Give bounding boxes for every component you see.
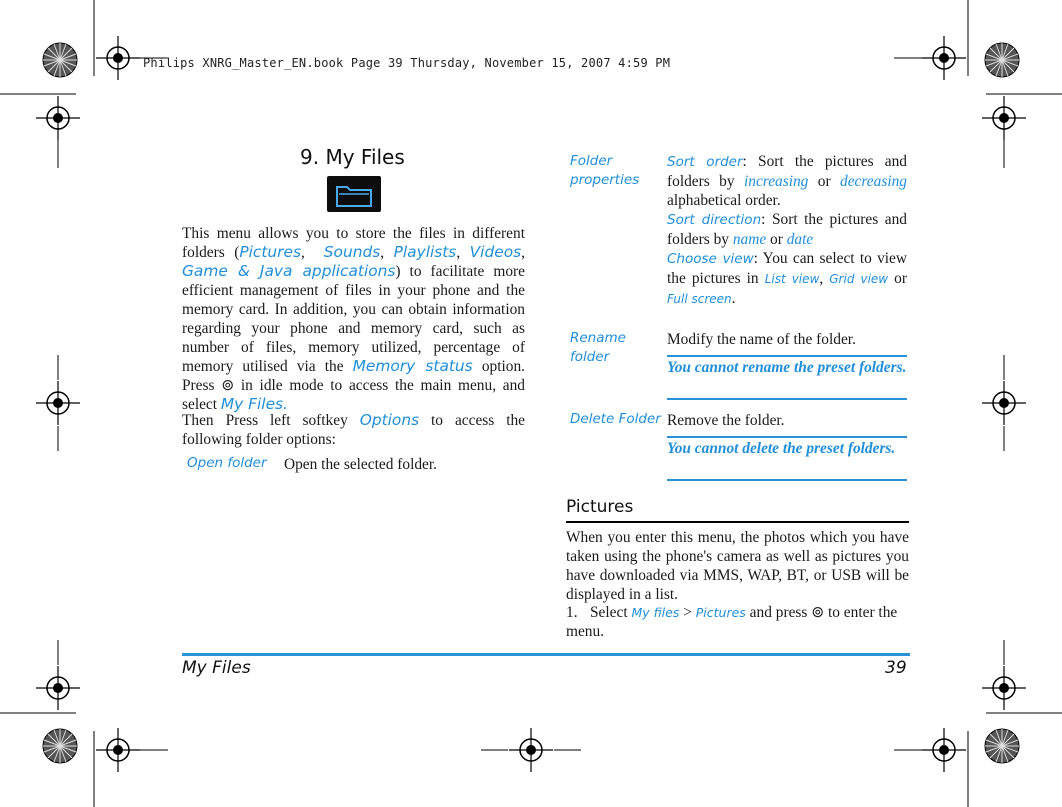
note-rule-top [667,355,907,357]
step-text: and press [745,604,812,621]
name-term: name [732,231,767,248]
registration-crosshair-icon [36,96,80,140]
or-text: or [808,173,841,190]
registration-crosshair-icon [982,666,1026,710]
registration-crosshair-icon [36,666,80,710]
intro-text: ) to facilitate more efficient management of files in your phone and the memory card. In addition, you can obtain information regarding your phone and memory card, such as number of files, memory utilized, percentage of memory utilised via the [182,263,526,375]
ok-key-icon: ⊚ [221,377,235,394]
folder-properties-description [667,152,907,309]
intro-text: This menu allows you to store the files in different folders ( [182,225,525,261]
list-view-term: List view [764,272,820,286]
comma-text: , [819,270,830,287]
choose-view-item [667,249,907,309]
my-files-term: My files [631,605,680,620]
my-files-link: My Files. [220,395,288,413]
sort-order-text: alphabetical order. [667,192,781,209]
registration-star-icon [985,43,1019,77]
then-text: Then Press left softkey [182,412,360,429]
intro-text: in idle mode to access the main menu, and select [182,377,525,413]
rename-folder-label: Rename folder [570,330,626,365]
note-rule-bottom [667,398,907,400]
page-number: 39 [885,658,907,678]
footer-rule [182,653,910,656]
options-paragraph [182,411,525,449]
step-text: Select [590,604,632,621]
folder-properties-label: Folder properties [570,153,640,188]
open-folder-description: Open the selected folder. [284,456,437,473]
intro-paragraph: This menu allows you to store the files in different folders (Pictures, Sounds, Playlists, Videos, Game & Java applications) to facilitate more efficient management of files in your phone and the memory card. In addition, you can obtain information regarding your phone and memory card, such as number of files, memory utilized, percentage of memory utilised via the Memory status option. Press ⊚ in idle mode to access the main menu, and select My Files. [182,225,526,413]
memory-status-link: Memory status [352,357,473,375]
ok-key-icon: ⊚ [811,604,825,621]
footer-section-name: My Files [182,658,251,678]
note-rule-bottom [667,479,907,481]
full-screen-term: Full screen [667,292,732,306]
folder-icon [327,176,381,212]
registration-crosshair-icon [922,728,966,772]
sort-order-text: : Sort the pictures and folders by [667,153,907,190]
pictures-heading: Pictures [566,497,634,517]
or-text: or [766,231,787,248]
date-term: date [786,231,814,248]
choose-view-term: Choose view [667,251,754,267]
step-list-item [566,603,909,641]
options-softkey: Options [359,411,420,429]
step-number: 1. [566,604,578,621]
increasing-term: increasing [743,173,809,190]
delete-folder-label: Delete Folder [570,411,661,427]
period-text: . [731,290,736,307]
folder-videos: Videos [469,243,522,261]
folder-pictures: Pictures [239,243,301,261]
registration-crosshair-icon [96,36,140,80]
intro-text: option. Press [182,358,525,394]
folder-playlists: Playlists [393,243,457,261]
sort-direction-item [667,210,907,249]
step-text: to enter the menu. [566,604,898,640]
decreasing-term: decreasing [840,173,907,190]
registration-crosshair-icon [922,36,966,80]
folder-games: Game & Java applications [182,262,396,280]
registration-crosshair-icon [36,381,80,425]
or-text: or [888,270,907,287]
delete-folder-description: Remove the folder. [667,412,785,429]
sort-direction-text: : Sort the pictures and folders by [667,211,907,248]
then-text: to access the following folder options: [182,412,525,448]
print-header: Philips XNRG_Master_EN.book Page 39 Thursday, November 15, 2007 4:59 PM [143,56,671,70]
registration-crosshair-icon [982,381,1026,425]
rename-folder-note: You cannot rename the preset folders. [667,359,907,376]
step-text: > [679,604,696,621]
registration-crosshair-icon [509,728,553,772]
choose-view-text: : You can select to view the pictures in [667,250,908,287]
section-rule [566,521,909,523]
registration-star-icon [985,729,1019,763]
sort-order-item [667,152,907,210]
rename-folder-description: Modify the name of the folder. [667,331,856,348]
delete-folder-note: You cannot delete the preset folders. [667,440,896,457]
folder-sounds: Sounds [323,243,381,261]
registration-star-icon [43,43,77,77]
registration-crosshair-icon [982,96,1026,140]
pictures-paragraph: When you enter this menu, the photos which you have taken using the phone's camera as well as pictures you have downloaded via MMS, WAP, BT, or USB will be displayed in a list. [566,529,909,603]
registration-star-icon [43,729,77,763]
pictures-term: Pictures [695,605,746,620]
grid-view-term: Grid view [829,272,889,286]
registration-crosshair-icon [96,728,140,772]
chapter-title: 9. My Files [300,145,405,169]
sort-order-term: Sort order [667,154,743,170]
sort-direction-term: Sort direction [667,212,762,228]
note-rule-top [667,436,907,438]
open-folder-label: Open folder [187,455,267,471]
